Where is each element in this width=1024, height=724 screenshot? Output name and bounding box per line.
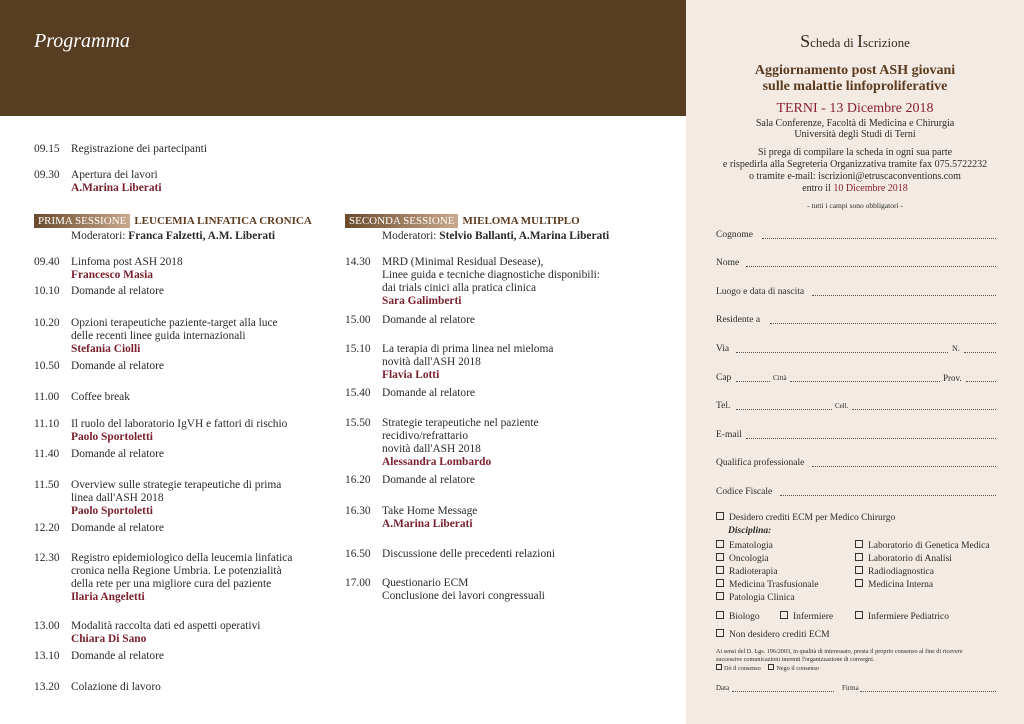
item-time: 11.10: [34, 418, 60, 430]
item-title: La terapia di prima linea nel mieloma: [382, 343, 554, 355]
birth-label: Luogo e data di nascita: [716, 287, 805, 297]
item-title: Domande al relatore: [71, 448, 164, 460]
checkbox[interactable]: [855, 579, 863, 587]
privacy-note: [716, 648, 1006, 673]
privacy-line: successive comunicazioni inerenti l'organizzazione di convegni.: [716, 656, 875, 663]
discipline-option[interactable]: [716, 566, 778, 578]
event-title-line: sulle malattie linfoproliferative: [762, 79, 948, 94]
discipline-option[interactable]: [855, 553, 952, 565]
item-time: 12.20: [34, 522, 60, 534]
profession-option[interactable]: [855, 611, 949, 623]
session-name: LEUCEMIA LINFATICA CRONICA: [134, 215, 312, 227]
item-title: Discussione delle precedenti relazioni: [382, 548, 556, 560]
item-time: 17.00: [345, 577, 371, 589]
date-label: Data: [716, 684, 730, 692]
item-time: 12.30: [34, 552, 60, 564]
item-speaker: Chiara Di Sano: [71, 633, 147, 645]
item-time: 13.20: [34, 681, 60, 693]
info-line: Si prega di compilare la scheda in ogni sua parte: [757, 147, 953, 158]
number-label: N.: [952, 344, 960, 353]
discipline-label: Laboratorio di Genetica Medica: [868, 541, 990, 551]
item-title-line: recidivo/refrattario: [382, 430, 469, 442]
program-middle-column: [345, 0, 675, 724]
item-title: Coffee break: [71, 391, 130, 403]
ecm-no-label: Non desidero crediti ECM: [729, 630, 830, 640]
cap-label: Cap: [716, 373, 732, 383]
form-heading: [686, 31, 1024, 52]
item-title: Domande al relatore: [71, 650, 164, 662]
profession-label: Biologo: [729, 612, 760, 622]
privacy-line: Ai sensi del D. Lgs. 196/2003, in qualità di interessato, presta il proprio consenso al fine di ricevere: [716, 648, 963, 655]
heading-initial: S: [800, 31, 811, 51]
signature-label: Firma: [842, 684, 859, 692]
profession-option[interactable]: [780, 611, 833, 623]
info-line: entro il: [802, 183, 834, 194]
item-title-line: Linee guida e tecniche diagnostiche disponibili:: [382, 269, 600, 281]
email-label: E-mail: [716, 430, 742, 440]
item-title: Il ruolo del laboratorio IgVH e fattori di rischio: [71, 418, 288, 430]
item-title: Domande al relatore: [71, 285, 164, 297]
venue-line: Università degli Studi di Terni: [794, 129, 916, 140]
item-title: Domande al relatore: [382, 474, 475, 486]
item-time: 15.40: [345, 387, 371, 399]
residente-label: Residente a: [716, 315, 761, 325]
item-title: Take Home Message: [382, 505, 478, 517]
item-title: Linfoma post ASH 2018: [71, 256, 183, 268]
event-date: TERNI - 13 Dicembre 2018: [776, 101, 934, 116]
disciplina-label: Disciplina:: [728, 526, 772, 536]
item-title-line: novità dall'ASH 2018: [382, 443, 481, 455]
checkbox[interactable]: [716, 553, 724, 561]
item-title: Questionario ECM: [382, 577, 469, 589]
item-title-line: linea dall'ASH 2018: [71, 492, 164, 504]
item-speaker: Alessandra Lombardo: [382, 456, 492, 468]
info-line: e rispedirla alla Segreteria Organizzativa tramite fax 075.5722232: [722, 159, 988, 170]
checkbox[interactable]: [716, 592, 724, 600]
venue-line: Sala Conferenze, Facoltà di Medicina e Chirurgia: [755, 118, 955, 129]
form-instructions: [686, 147, 1024, 195]
session-name: MIELOMA MULTIPLO: [462, 215, 580, 227]
discipline-option[interactable]: [716, 553, 769, 565]
item-time: 14.30: [345, 256, 371, 268]
item-title: MRD (Minimal Residual Desease),: [382, 256, 544, 268]
item-title: Domande al relatore: [382, 314, 475, 326]
page-title: Programma: [34, 30, 130, 52]
discipline-option[interactable]: [855, 540, 990, 552]
event-title: [686, 63, 1024, 95]
item-time: 11.40: [34, 448, 60, 460]
item-time: 09.15: [34, 143, 60, 155]
item-time: 13.10: [34, 650, 60, 662]
item-time: 15.50: [345, 417, 371, 429]
heading-part: scrizione: [863, 35, 910, 50]
item-title: Domande al relatore: [71, 360, 164, 372]
item-speaker: Francesco Masia: [71, 269, 153, 281]
codice-label: Codice Fiscale: [716, 487, 773, 497]
consent-no-option[interactable]: [768, 665, 819, 672]
item-time: 16.30: [345, 505, 371, 517]
number-field[interactable]: [964, 343, 996, 353]
item-title: Strategie terapeutiche nel paziente: [382, 417, 539, 429]
discipline-label: Oncologia: [729, 554, 769, 564]
program-left-column: [34, 0, 334, 724]
item-title-line: cronica nella Regione Umbria. Le potenzialità: [71, 565, 282, 577]
session-tag: SECONDA SESSIONE: [345, 214, 458, 228]
required-note: - tutti i campi sono obbligatori -: [807, 201, 903, 210]
prov-field[interactable]: [966, 372, 996, 382]
via-label: Via: [716, 344, 730, 354]
info-line: o tramite e-mail: iscrizioni@etruscaconventions.com: [749, 171, 961, 182]
item-speaker: Sara Galimberti: [382, 295, 462, 307]
item-title: Domande al relatore: [71, 522, 164, 534]
item-title-line: delle recenti linee guida internazionali: [71, 330, 246, 342]
checkbox[interactable]: [855, 566, 863, 574]
item-speaker: A.Marina Liberati: [71, 182, 162, 194]
nome-field[interactable]: [746, 257, 996, 267]
discipline-option[interactable]: [855, 579, 933, 591]
item-time: 16.20: [345, 474, 371, 486]
profession-option[interactable]: [716, 611, 760, 623]
item-title: Domande al relatore: [382, 387, 475, 399]
ecm-no-option[interactable]: [716, 629, 830, 641]
qualifica-field[interactable]: [812, 457, 996, 467]
moderators-names: Franca Falzetti, A.M. Liberati: [128, 230, 276, 242]
session-moderators: [382, 230, 677, 243]
item-title-line: novità dall'ASH 2018: [382, 356, 481, 368]
item-title: Registro epidemiologico della leucemia linfatica: [71, 552, 293, 564]
discipline-label: Laboratorio di Analisi: [868, 554, 952, 564]
tel-field[interactable]: [736, 400, 832, 410]
discipline-option[interactable]: [716, 579, 818, 591]
cell-field[interactable]: [852, 400, 996, 410]
item-time: 09.40: [34, 256, 60, 268]
discipline-label: Ematologia: [729, 541, 773, 551]
item-title: Colazione di lavoro: [71, 681, 161, 693]
profession-label: Infermiere Pediatrico: [868, 612, 949, 622]
item-time: 10.10: [34, 285, 60, 297]
item-time: 11.00: [34, 391, 60, 403]
item-speaker: A.Marina Liberati: [382, 518, 473, 530]
session-header: [345, 214, 675, 228]
discipline-option[interactable]: [855, 566, 934, 578]
ecm-yes-option[interactable]: [716, 512, 895, 524]
discipline-label: Patologia Clinica: [729, 593, 795, 603]
discipline-label: Medicina Trasfusionale: [729, 580, 819, 590]
item-time: 10.20: [34, 317, 60, 329]
checkbox[interactable]: [855, 553, 863, 561]
discipline-label: Radiodiagnostica: [868, 567, 934, 577]
item-speaker: Stefania Ciolli: [71, 343, 141, 355]
item-speaker: Ilaria Angeletti: [71, 591, 145, 603]
session-moderators: [71, 230, 341, 243]
checkbox[interactable]: [716, 540, 724, 548]
discipline-label: Medicina Interna: [868, 580, 934, 590]
item-time: 15.00: [345, 314, 371, 326]
moderators-label: Moderatori:: [71, 230, 126, 242]
prov-label: Prov.: [943, 373, 962, 383]
item-time: 16.50: [345, 548, 371, 560]
item-time: 09.30: [34, 169, 60, 181]
heading-initial: I: [857, 31, 863, 51]
codice-field[interactable]: [780, 486, 996, 496]
city-label: Città: [773, 374, 787, 382]
deadline-date: 10 Dicembre 2018: [833, 183, 908, 194]
session-tag: PRIMA SESSIONE: [34, 214, 130, 228]
heading-part: cheda di: [810, 35, 857, 50]
event-title-line: Aggiornamento post ASH giovani: [754, 63, 956, 78]
checkbox[interactable]: [716, 512, 724, 520]
item-speaker: Paolo Sportoletti: [71, 505, 153, 517]
moderators-names: Stelvio Ballanti, A.Marina Liberati: [439, 230, 610, 242]
email-field[interactable]: [746, 429, 996, 439]
item-title: Opzioni terapeutiche paziente-target alla luce: [71, 317, 278, 329]
checkbox[interactable]: [716, 579, 724, 587]
checkbox[interactable]: [716, 664, 722, 670]
item-time: 15.10: [345, 343, 371, 355]
checkbox[interactable]: [716, 566, 724, 574]
item-speaker: Paolo Sportoletti: [71, 431, 153, 443]
item-title: Modalità raccolta dati ed aspetti operativi: [71, 620, 261, 632]
signature-field[interactable]: [860, 682, 996, 692]
event-venue: [686, 118, 1024, 140]
cap-field[interactable]: [736, 372, 770, 382]
item-time: 13.00: [34, 620, 60, 632]
date-field[interactable]: [732, 682, 834, 692]
checkbox[interactable]: [855, 540, 863, 548]
discipline-option[interactable]: [716, 592, 795, 604]
item-time: 11.50: [34, 479, 60, 491]
consent-yes-label: Dò il consenso: [724, 665, 761, 672]
item-title-line: dai trials cinici alla pratica clinica: [382, 282, 537, 294]
nome-label: Nome: [716, 258, 740, 268]
ecm-yes-label: Desidero crediti ECM per Medico Chirurgo: [729, 513, 896, 523]
checkbox[interactable]: [855, 611, 863, 619]
item-title-line: della rete per una migliore cura del paziente: [71, 578, 272, 590]
profession-label: Infermiere: [793, 612, 834, 622]
discipline-option[interactable]: [716, 540, 773, 552]
checkbox[interactable]: [716, 611, 724, 619]
item-title: Overview sulle strategie terapeutiche di prima: [71, 479, 282, 491]
consent-yes-option[interactable]: [716, 665, 761, 672]
tel-label: Tel.: [716, 401, 731, 411]
discipline-label: Radioterapia: [729, 567, 778, 577]
checkbox[interactable]: [780, 611, 788, 619]
birth-field[interactable]: [812, 286, 996, 296]
residente-field[interactable]: [770, 314, 996, 324]
session-header: [34, 214, 334, 228]
consent-no-label: Nego il consenso: [776, 665, 819, 672]
via-field[interactable]: [736, 343, 948, 353]
checkbox[interactable]: [716, 629, 724, 637]
moderators-label: Moderatori:: [382, 230, 437, 242]
item-title-line: Conclusione dei lavori congressuali: [382, 590, 545, 602]
city-field[interactable]: [790, 372, 940, 382]
cognome-field[interactable]: [762, 229, 996, 239]
item-time: 10.50: [34, 360, 60, 372]
cognome-label: Cognome: [716, 230, 753, 240]
item-speaker: Flavia Lotti: [382, 369, 440, 381]
qualifica-label: Qualifica professionale: [716, 458, 805, 468]
item-title: Apertura dei lavori: [71, 169, 158, 181]
item-title: Registrazione dei partecipanti: [71, 143, 207, 155]
checkbox[interactable]: [768, 664, 774, 670]
cell-label: Cell.: [835, 402, 849, 410]
